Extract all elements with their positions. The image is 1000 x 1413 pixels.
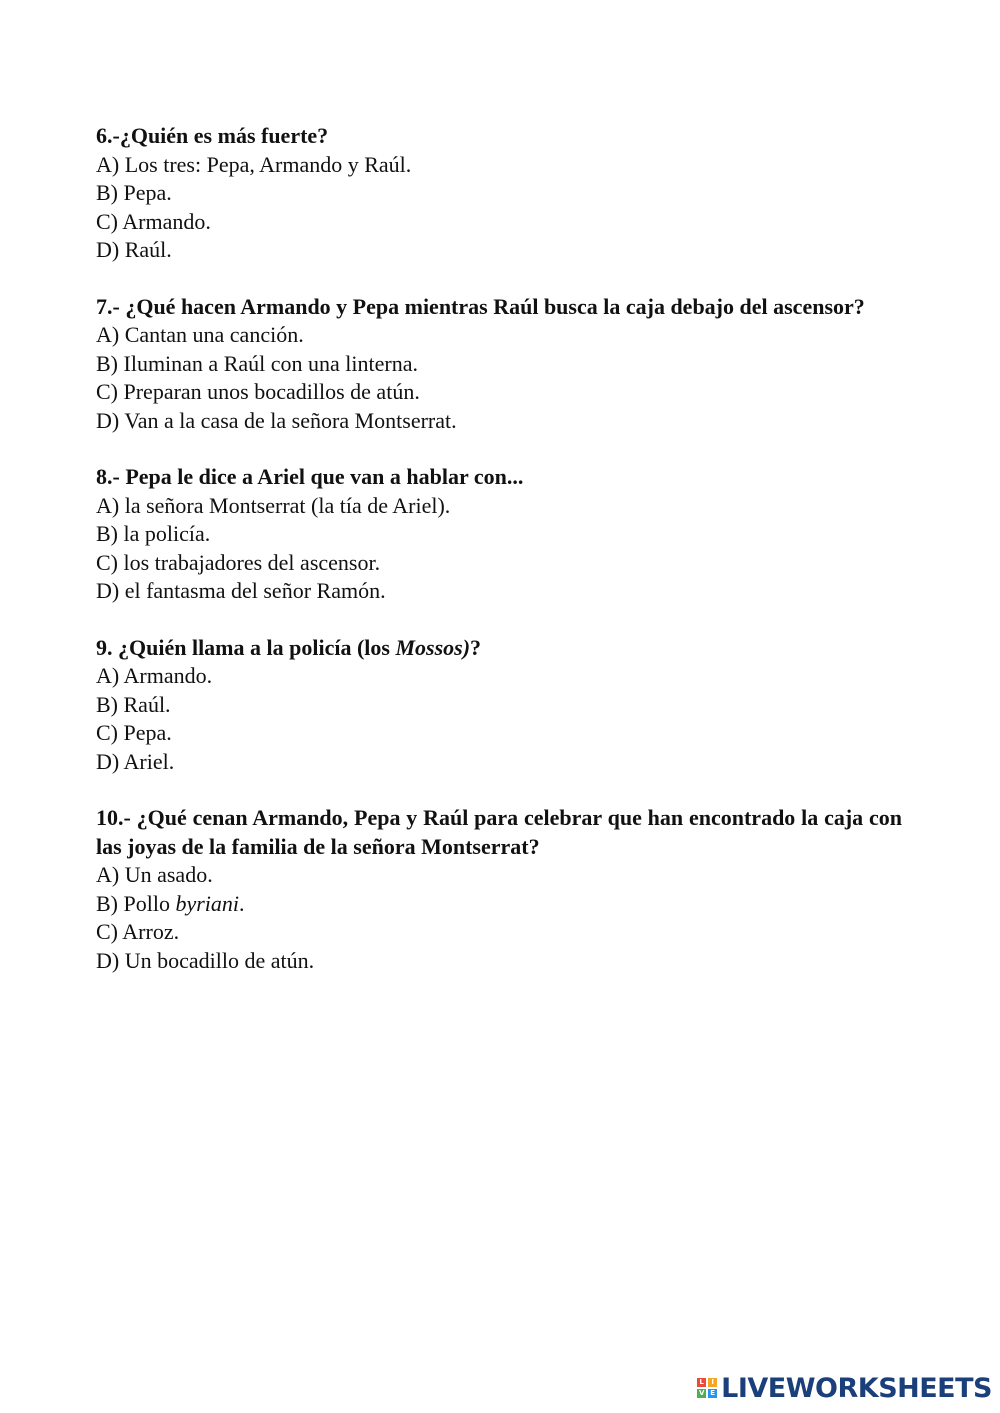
option-d: D) Raúl. <box>96 237 172 262</box>
logo-letter-v: V <box>698 1389 705 1397</box>
option-a: A) Armando. <box>96 663 213 688</box>
question-8 <box>96 463 902 606</box>
option-c: C) Preparan unos bocadillos de atún. <box>96 379 420 404</box>
question-title: 6.-¿Quién es más fuerte? <box>96 123 329 148</box>
watermark-text: LIVEWORKSHEETS <box>721 1372 992 1404</box>
option-c: C) Pepa. <box>96 720 172 745</box>
option-b: B) Pepa. <box>96 180 172 205</box>
worksheet-page <box>96 122 902 1003</box>
question-6 <box>96 122 902 265</box>
question-title-suffix: ? <box>470 634 482 660</box>
option-c: C) Armando. <box>96 208 211 234</box>
option-a: A) Cantan una canción. <box>96 322 304 347</box>
option-c: C) Arroz. <box>96 919 180 944</box>
option-b: B) Raúl. <box>96 691 171 717</box>
option-a: A) Un asado. <box>96 862 213 887</box>
question-title-prefix: 9. ¿Quién llama a la policía (los <box>96 634 396 660</box>
liveworksheets-logo-icon <box>697 1378 717 1398</box>
question-title: 7.- ¿Qué hacen Armando y Pepa mientras Raúl busca la caja debajo del ascensor? <box>96 293 865 319</box>
option-d: D) Van a la casa de la señora Montserrat. <box>96 407 457 433</box>
option-a: A) la señora Montserrat (la tía de Ariel). <box>96 492 451 518</box>
option-d: D) Ariel. <box>96 748 175 774</box>
logo-letter-e: E <box>708 1389 717 1398</box>
question-title <box>96 634 902 663</box>
option-a: A) Los tres: Pepa, Armando y Raúl. <box>96 151 412 177</box>
question-title-italic: Mossos) <box>395 634 471 660</box>
question-title: 8.- Pepa le dice a Ariel que van a hablar con... <box>96 464 524 489</box>
option-b-italic: byriani <box>175 890 240 916</box>
option-b: B) la policía. <box>96 521 211 546</box>
option-c: C) los trabajadores del ascensor. <box>96 549 381 575</box>
question-7 <box>96 293 902 436</box>
option-d: D) Un bocadillo de atún. <box>96 947 315 973</box>
option-b-suffix: . <box>239 890 245 916</box>
logo-letter-i: I <box>708 1378 717 1387</box>
option-d: D) el fantasma del señor Ramón. <box>96 578 386 603</box>
option-b <box>96 890 902 919</box>
question-9 <box>96 634 902 777</box>
logo-letter-l: L <box>697 1378 706 1387</box>
liveworksheets-watermark <box>697 1373 992 1403</box>
question-10 <box>96 804 902 975</box>
option-b-text: B) Pollo <box>96 890 176 916</box>
option-b: B) Iluminan a Raúl con una linterna. <box>96 350 418 376</box>
question-title: 10.- ¿Qué cenan Armando, Pepa y Raúl para celebrar que han encontrado la caja con las joyas de la familia de la señora Montserrat? <box>96 805 902 859</box>
